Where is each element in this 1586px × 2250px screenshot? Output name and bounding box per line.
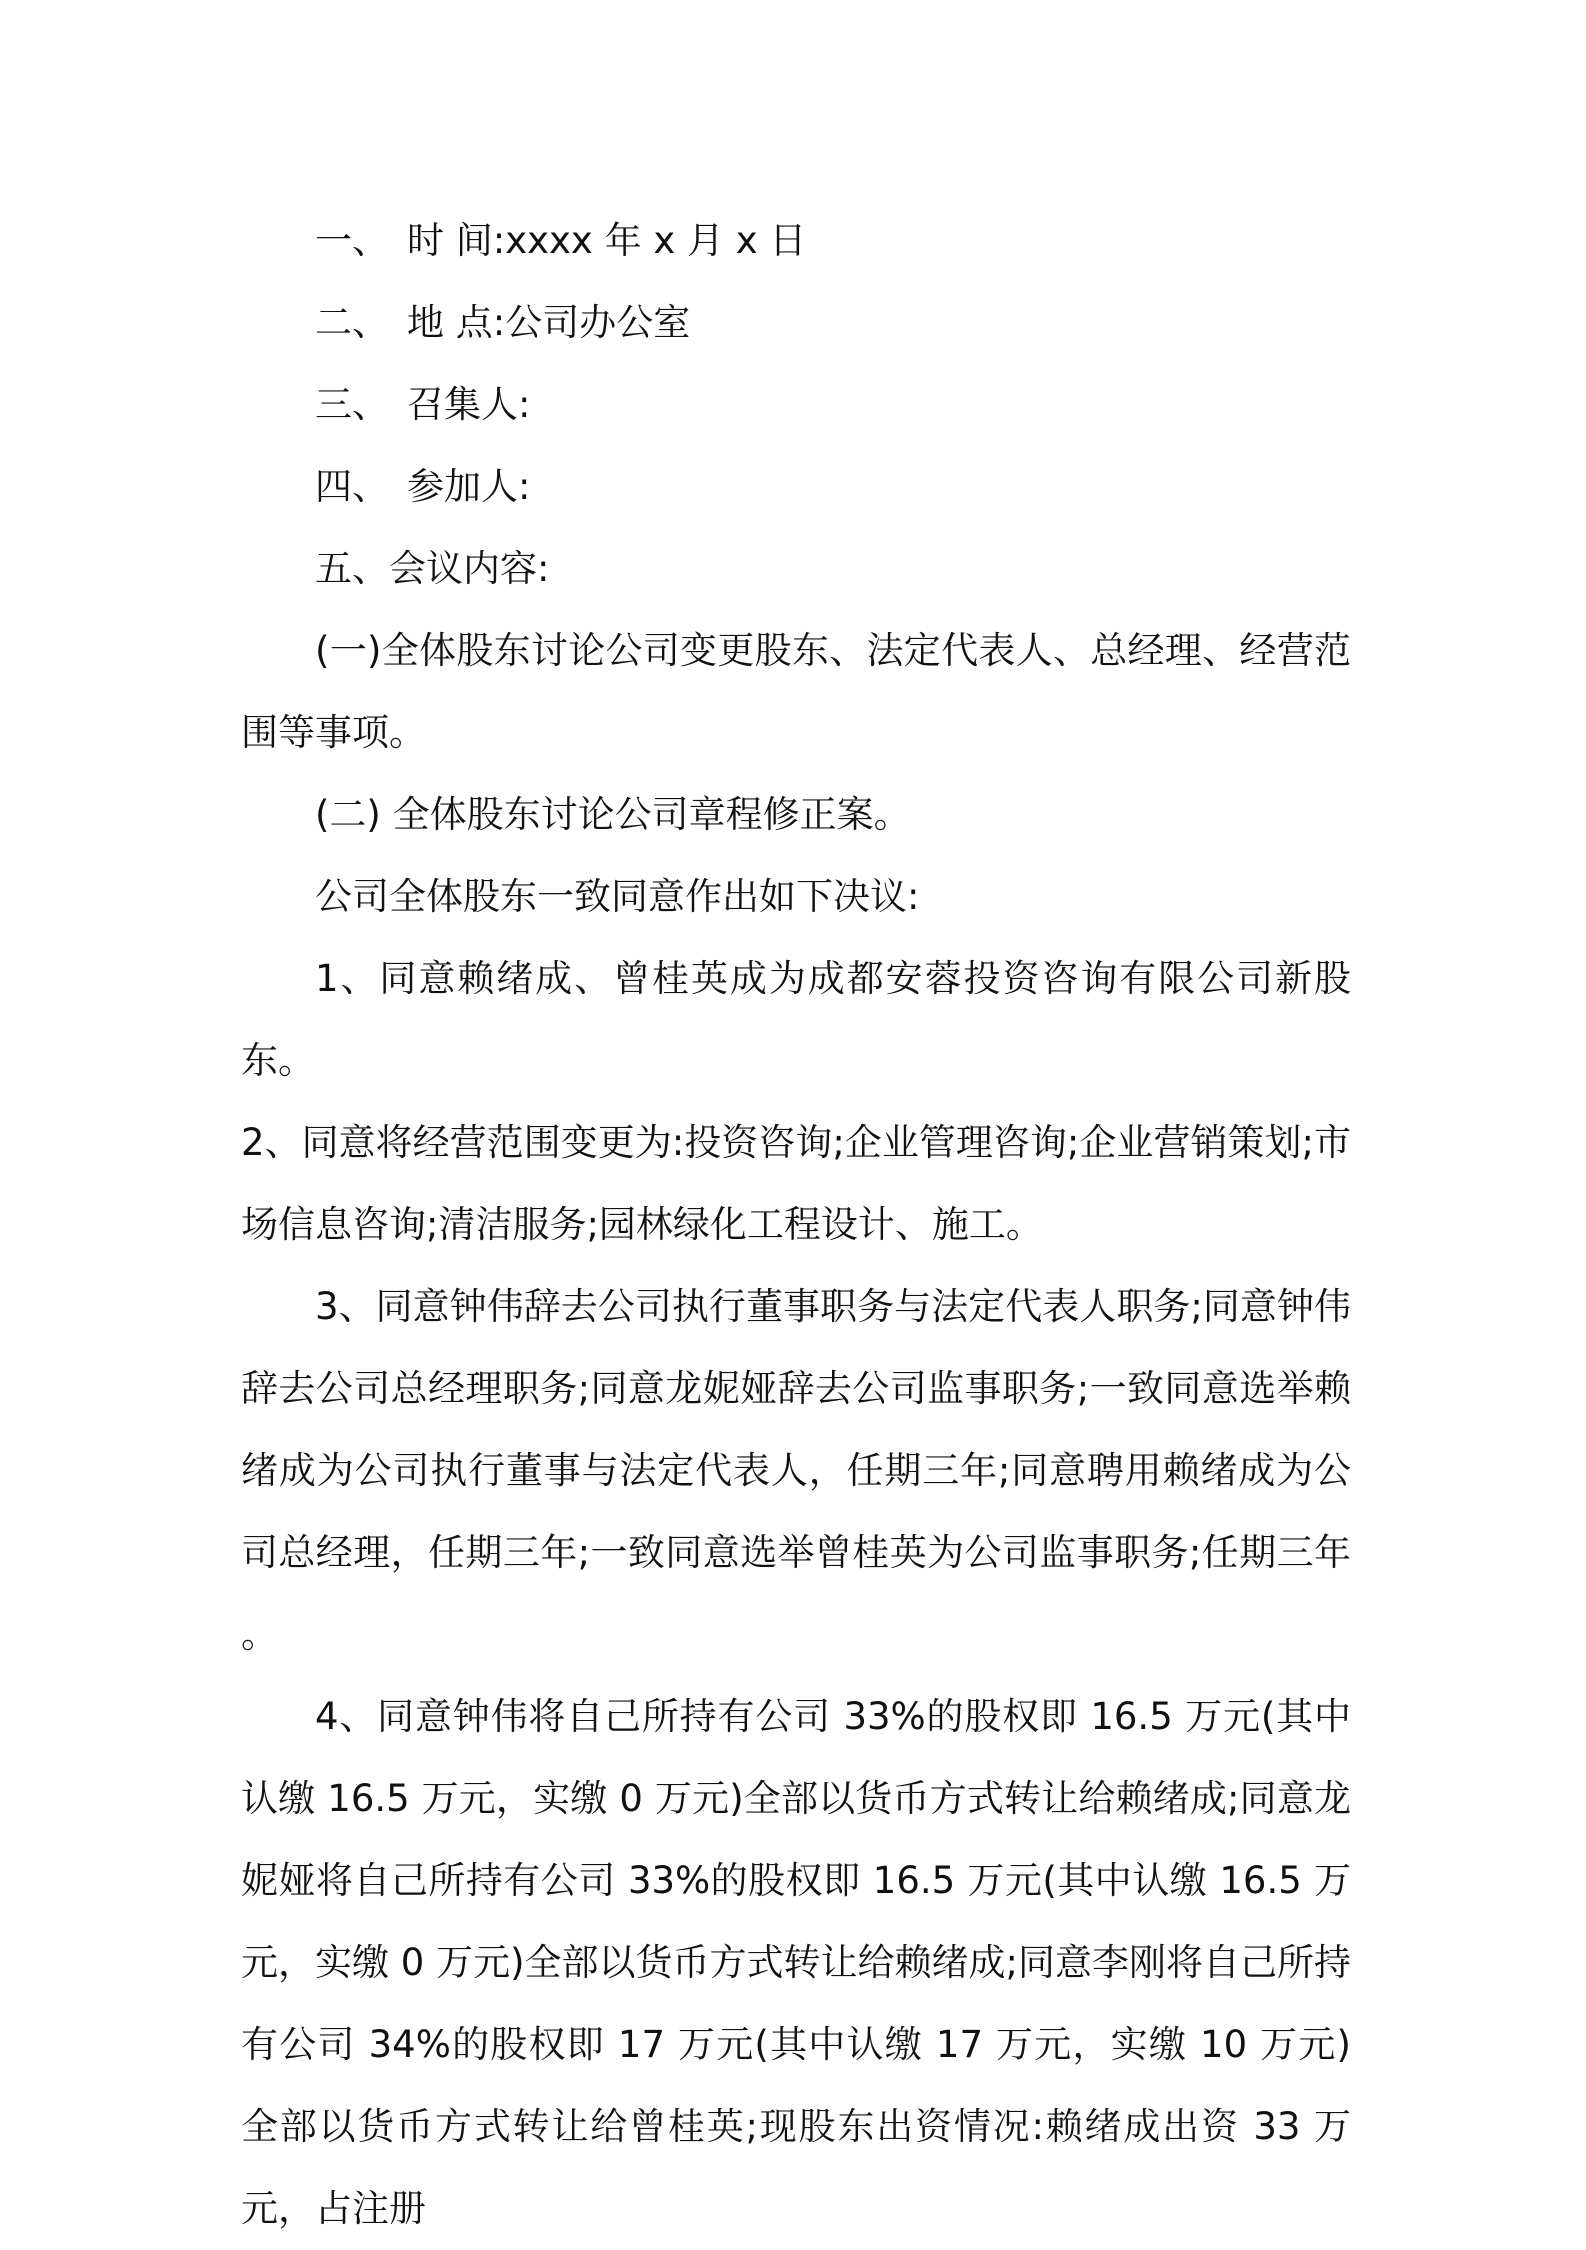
- item-time: 一、 时 间:xxxx 年 x 月 x 日: [315, 219, 807, 262]
- item-convener: 三、 召集人:: [315, 383, 531, 426]
- item-attendees: 四、 参加人:: [315, 465, 531, 508]
- item-location: 二、 地 点:公司办公室: [315, 301, 691, 344]
- resolution-1: 1、同意赖绪成、曾桂英成为成都安蓉投资咨询有限公司新股东。: [241, 957, 1351, 1082]
- topic-two: (二) 全体股东讨论公司章程修正案。: [315, 793, 911, 836]
- resolution-2: 2、同意将经营范围变更为:投资咨询;企业管理咨询;企业营销策划;市场信息咨询;清洁服务;园林绿化工程设计、施工。: [241, 1121, 1351, 1246]
- section-meeting-content: 五、会议内容:: [315, 547, 550, 590]
- resolution-4: 4、同意钟伟将自己所持有公司 33%的股权即 16.5 万元(其中认缴 16.5 万元，实缴 0 万元)全部以货币方式转让给赖绪成;同意龙妮娅将自己所持有公司 33%的股权即 16.5 万元(其中认缴 16.5 万元，实缴 0 万元)全部以货币方式转让给赖绪成;同意李刚将自己所持有公司 34%的股权即 17 万元(其中认缴 17 万元，实缴 10 万元)全部以货币方式转让给曾桂英;现股东出资情况:赖绪成出资 33 万元，占注册: [241, 1695, 1351, 2230]
- resolution-3: 3、同意钟伟辞去公司执行董事职务与法定代表人职务;同意钟伟辞去公司总经理职务;同意龙妮娅辞去公司监事职务;一致同意选举赖绪成为公司执行董事与法定代表人，任期三年;同意聘用赖绪成为公司总经理，任期三年;一致同意选举曾桂英为公司监事职务;任期三年 。: [241, 1285, 1351, 1656]
- resolution-intro: 公司全体股东一致同意作出如下决议:: [315, 875, 920, 918]
- document-body: [241, 200, 1351, 2250]
- topic-one: (一)全体股东讨论公司变更股东、法定代表人、总经理、经营范围等事项。: [241, 629, 1351, 754]
